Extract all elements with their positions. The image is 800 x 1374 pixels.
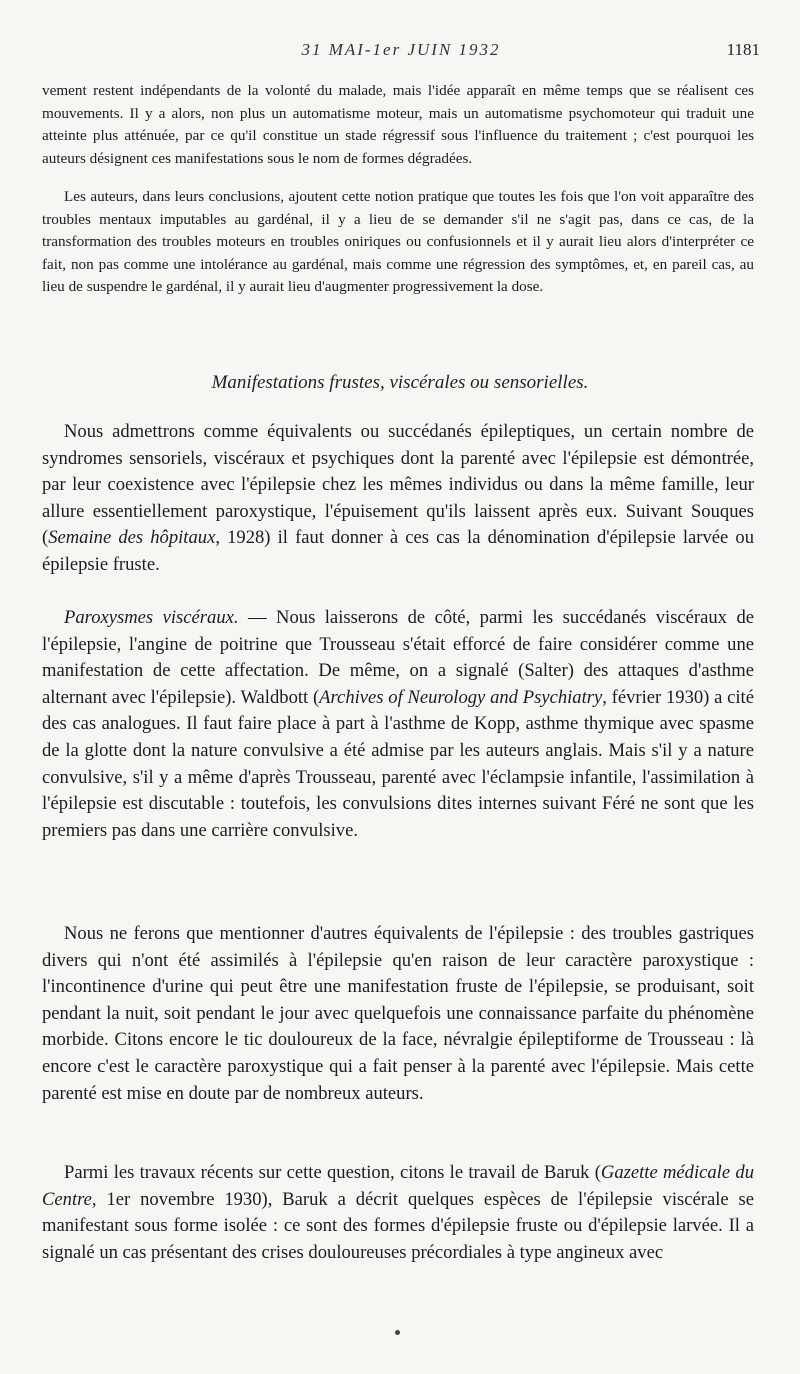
reference-title: Gazette médicale du Centre bbox=[42, 1162, 754, 1210]
printer-dot bbox=[395, 1330, 400, 1335]
text: Nous admettrons comme équivalents ou succédanés épileptiques, un certain nombre de syndromes sensoriels, viscéraux et psychiques dont la parenté avec l'épilepsie est démontrée, par leur coexistence avec l'épilepsie chez les mêmes individus ou dans la même famille, leur allure essentiellement paroxystique, l'épuisement qu'ils laissent après eux. Suivant Souques ( bbox=[42, 421, 754, 549]
text: , 1928) il faut donner à ces cas la dénomination d'épilepsie larvée ou épilepsie fruste. bbox=[42, 527, 754, 575]
page-number: 1181 bbox=[726, 40, 760, 59]
paragraph-continued: vement restent indépendants de la volonté du malade, mais l'idée apparaît en même temps que se réalisent ces mouvements. Il y a alors, non plus un automatisme moteur, mais un automatisme psychomoteur qui traduit une atteinte plus atténuée, par ce qu'il constitue un stade régressif sous l'influence du traitement ; c'est pourquoi les auteurs désignent ces manifestations sous le nom de formes dégradées. bbox=[42, 82, 754, 167]
page-header bbox=[42, 40, 760, 64]
subsection-title: Paroxysmes viscéraux. bbox=[64, 607, 239, 628]
text: Parmi les travaux récents sur cette question, citons le travail de Baruk ( bbox=[64, 1162, 601, 1183]
text: , février 1930) a cité des cas analogues. Il faut faire place à part à l'asthme de Kopp, asthme thymique avec spasme de la glotte dont la nature convulsive a été admise par les auteurs anglais. Mais s'il y a nature convulsive, s'il y a même d'après Trousseau, parenté avec l'éclampsie infantile, l'assimilation à l'épilepsie est discutable : toutefois, les convulsions dites internes suivant Féré ne sont que les premiers pas dans une carrière convulsive. bbox=[42, 686, 754, 841]
running-head: 31 MAI-1er JUIN 1932 bbox=[301, 40, 501, 59]
paragraph-conclusions: Les auteurs, dans leurs conclusions, ajoutent cette notion pratique que toutes les fois que l'on voit apparaître des troubles mentaux imputables au gardénal, il y a lieu de se demander s'il ne s'agit pas, dans ce cas, de la transformation des troubles moteurs en troubles oniriques ou confusionnels et il y aurait lieu alors d'interpréter ce fait, non pas comme une intolérance au gardénal, mais comme une régression des symptômes, et, en pareil cas, au lieu de suspendre le gardénal, il y aurait lieu d'augmenter progressivement la dose. bbox=[42, 188, 754, 296]
text: , 1er novembre 1930), Baruk a décrit quelques espèces de l'épilepsie viscérale se manifestant sous forme isolée : ce sont des formes d'épilepsie fruste ou d'épilepsie larvée. Il a signalé un cas présentant des crises douloureuses précordiales à type angineux avec bbox=[42, 1188, 754, 1263]
reference-title: Semaine des hôpitaux bbox=[48, 527, 216, 549]
paragraph-visceral bbox=[42, 605, 754, 844]
paragraph-equivalents bbox=[42, 419, 754, 579]
section-heading: Manifestations frustes, viscérales ou sensorielles. bbox=[211, 372, 589, 393]
text: — Nous laisserons de côté, parmi les succédanés viscéraux de l'épilepsie, l'angine de poitrine que Trousseau s'était efforcé de faire considérer comme une manifestation de cette affectation. De même, on a signalé (Salter) des attaques d'asthme alternant avec l'épilepsie). Waldbott ( bbox=[42, 607, 754, 708]
reference-title: Archives of Neurology and Psychiatry bbox=[319, 686, 603, 708]
paragraph-other-equivalents: Nous ne ferons que mentionner d'autres équivalents de l'épilepsie : des troubles gastriques divers qui n'ont été assimilés à l'épilepsie qu'en raison de leur caractère paroxystique : l'incontinence d'urine qui peut être une manifestation fruste de l'épilepsie, se produisant, soit pendant la nuit, soit pendant le jour avec quelquefois une connaissance parfaite du phénomène morbide. Citons encore le tic douloureux de la face, névralgie épileptiforme de Trousseau : là encore c'est le caractère paroxystique qui a fait penser à la parenté avec l'épilepsie. Mais cette parenté est mise en doute par de nombreux auteurs. bbox=[42, 923, 754, 1104]
paragraph-baruk bbox=[42, 1160, 754, 1266]
